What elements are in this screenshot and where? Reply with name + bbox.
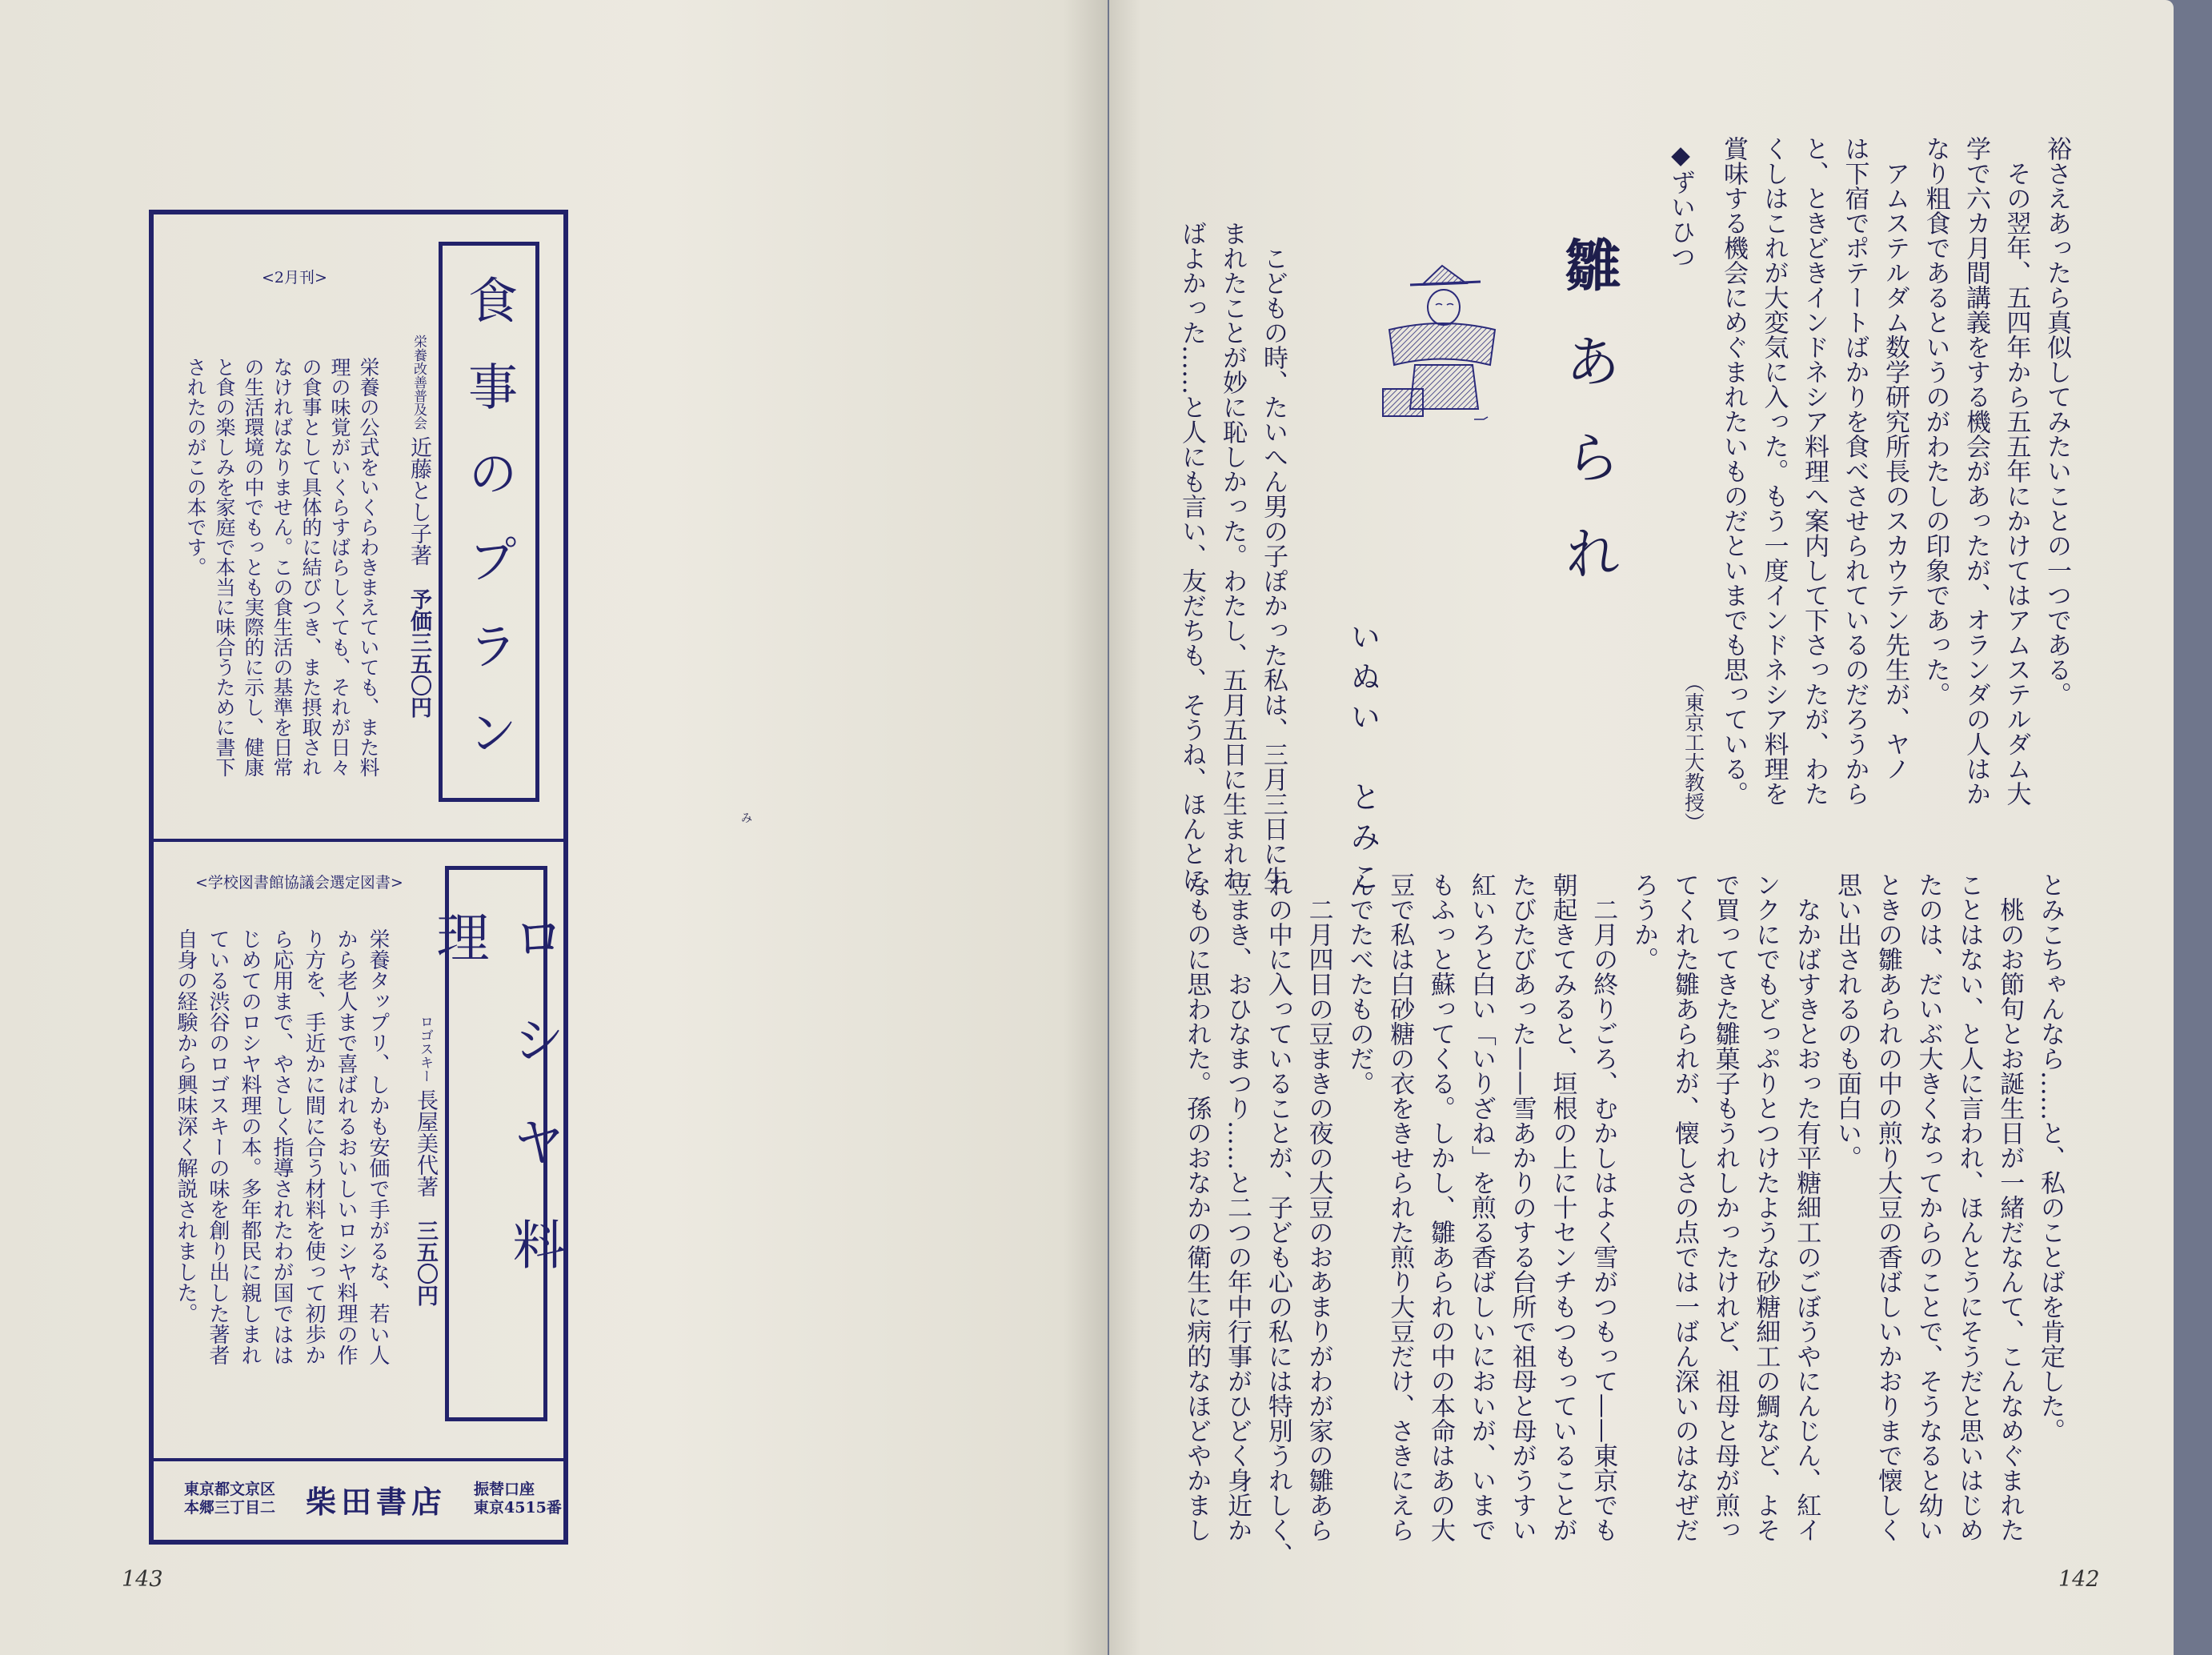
text-column: 理の味覚がいくらすばらしくても、それが日々	[328, 357, 351, 777]
publisher-address	[184, 1481, 275, 1517]
essay-title-kana: あられ	[1556, 332, 1621, 620]
text-column: ら応用まで、やさしく指導されたわが国ではは	[270, 928, 294, 1365]
address-line: 東京都文京区	[184, 1481, 276, 1498]
page-number: 142	[2058, 1567, 2100, 1592]
text-column: 紅いろと白い「いりざね」を煎る香ばしいにおいが、いまで	[1466, 872, 1496, 1542]
text-column: もふっと蘇ってくる。しかし、雛あられの中の本命はあの大	[1426, 872, 1456, 1542]
text-column: なければなりません。この食生活の基準を日常	[270, 357, 294, 777]
address-line: 本郷三丁目二	[184, 1499, 276, 1517]
series-label: ◆ずいひつ	[1666, 141, 1695, 269]
page-number: 143	[122, 1567, 163, 1592]
text-column: じめてのロシヤ料理の本。多年都民に親しまれ	[238, 928, 262, 1365]
text-column: で買ってきた雛菓子もうれしかったけれど、祖母と母が煎っ	[1710, 872, 1740, 1542]
text-column: 豆で私は白砂糖の衣をきせられた煎り大豆だけ、さきにえら	[1385, 872, 1415, 1542]
text-column: り方を、手近かに間に合う材料を使って初歩か	[302, 928, 326, 1365]
author-affiliation: （東京工大教授）	[1681, 672, 1705, 832]
ad-description	[181, 357, 383, 777]
ad-roshiya-ryouri	[154, 839, 563, 1461]
publisher-name: 柴田書店	[306, 1485, 447, 1520]
book-advertisement-box	[149, 210, 568, 1545]
publisher-footer	[154, 1458, 563, 1538]
ad-price: 予価三五〇円	[407, 588, 431, 718]
text-column: から老人まで喜ばれるおいしいロシヤ料理の作	[334, 928, 358, 1365]
text-column: なものに思われた。孫のおなかの衛生に病的なほどやかまし	[1182, 872, 1212, 1542]
text-column: とみこちゃんなら……と、私のことばを肯定した。	[2036, 872, 2065, 1443]
text-column: 二月四日の豆まきの夜の大豆のおあまりがわが家の雛あら	[1304, 872, 1333, 1542]
text-column: アムステルダム数学研究所長のスカウテン先生が、ヤノ	[1881, 136, 1909, 781]
ad-price: 三五〇円	[413, 1220, 438, 1306]
text-column: 栄養の公式をいくらわきまえていても、また料	[357, 357, 380, 777]
text-column: と、ときどきインドネシア料理へ案内して下さったが、わた	[1800, 136, 1829, 806]
text-column: の生活環境の中でもっとも実際的に示し、健康	[242, 357, 265, 777]
ad-shokuji-no-plan	[154, 214, 563, 842]
text-column: は下宿でポテートばかりを食べさせられているのだろうから	[1840, 136, 1869, 806]
text-column: 二月の終りごろ、むかしはよく雪がつもって——東京でも	[1589, 872, 1618, 1542]
text-column: の食事として具体的に結びつき、また摂取され	[299, 357, 323, 777]
ad-author-column	[410, 1015, 441, 1306]
essay-title	[1549, 236, 1629, 620]
text-column: てくれた雛あられが、懐しさの点では一ばん深いのはなぜだ	[1669, 872, 1699, 1542]
furigana: み	[741, 812, 752, 825]
text-column: くしはこれが大変気に入った。もう一度インドネシア料理を	[1759, 136, 1789, 806]
text-column: ている渋谷のロゴスキーの味を創り出した著者	[206, 928, 230, 1365]
essay-intro-text	[1171, 221, 1293, 891]
text-column: こどもの時、たいへん男の子ぽかった私は、三月三日に生	[1259, 221, 1288, 891]
ad-author: 近藤とし子著	[407, 436, 431, 566]
account-line: 振替口座	[474, 1481, 535, 1498]
text-column: 豆まき、おひなまつり……と二つの年中行事がひどく身近か	[1223, 872, 1252, 1542]
ad-org: ロゴスキー	[417, 1015, 433, 1083]
text-column: その翌年、五四年から五五年にかけてはアムステルダム大	[2002, 136, 2031, 806]
text-column: ときの雛あられの中の煎り大豆の香ばしいかおりまで懐しく	[1873, 872, 1902, 1542]
ad-title: ロシヤ料理	[445, 866, 547, 1421]
text-column: 栄養タップリ、しかも安価で手がるな、若い人	[366, 928, 390, 1365]
text-column: 自身の経験から興味深く解説されました。	[174, 928, 198, 1324]
account-line: 東京4515番	[474, 1499, 562, 1517]
ad-author: 長屋美代著	[413, 1089, 438, 1197]
text-column: ばよかった……と人にも言い、友だちも、そうね、ほんとに	[1177, 221, 1206, 891]
hina-doll-illustration	[1378, 261, 1506, 433]
text-column: ことはない、と人に言われ、ほんとうにそうだと思いはじめ	[1954, 872, 1984, 1542]
ad-description	[170, 928, 394, 1365]
ad-title: 食事のプラン	[439, 242, 539, 802]
ad-author-column	[403, 335, 435, 718]
text-column: と食の楽しみを家庭で本当に味合うために書下	[213, 357, 236, 777]
essay-author: いぬい とみこ	[1345, 621, 1380, 901]
text-column: ンクにでもどっぷりとつけたような砂糖細工の鯛など、よそ	[1751, 872, 1781, 1542]
text-column: されたのがこの本です。	[184, 357, 207, 577]
text-column: 朝起きてみると、垣根の上に十センチもつもっていることが	[1548, 872, 1577, 1542]
text-column: なかばすきとおった有平糖細工のごぼうやにんじん、紅イ	[1792, 872, 1821, 1542]
text-column: ろうか。	[1629, 872, 1659, 972]
text-column: 賞味する機会にめぐまれたいものだといまでも思っている。	[1719, 136, 1748, 806]
text-column: 学で六カ月間講義をする機会があったが、オランダの人はか	[1962, 136, 1990, 806]
text-column: なり粗食であるというのがわたしの印象であった。	[1921, 136, 1950, 707]
text-column: れの中に入っていることが、子ども心の私には特別うれしく、	[1263, 872, 1292, 1567]
text-column: たびたびあった——雪あかりのする台所で祖母と母がうすい	[1507, 872, 1537, 1542]
essay-title-kanji: 雛	[1556, 236, 1622, 332]
text-column: んでたべたものだ。	[1344, 872, 1374, 1096]
ad-org: 栄養改善普及会	[411, 335, 427, 430]
ad-tag: <学校図書館協議会選定図書>	[195, 874, 403, 892]
text-column: まれたことが妙に恥しかった。わたし、五月五日に生まれれ	[1218, 221, 1247, 891]
publisher-account	[474, 1481, 562, 1517]
text-column: 裕さえあったら真似してみたいことの一つである。	[2042, 136, 2071, 707]
essay-text-bottom-right	[1176, 872, 2070, 1567]
ad-tag: <2月刊>	[262, 269, 327, 287]
text-column: たのは、だいぶ大きくなってからのことで、そうなると幼い	[1913, 872, 1943, 1542]
essay-text-top-right	[1673, 136, 2077, 832]
text-column: 桃のお節句とお誕生日が一緒だなんて、こんなめぐまれた	[1995, 872, 2025, 1542]
text-column: 思い出されるのも面白い。	[1833, 872, 1862, 1170]
